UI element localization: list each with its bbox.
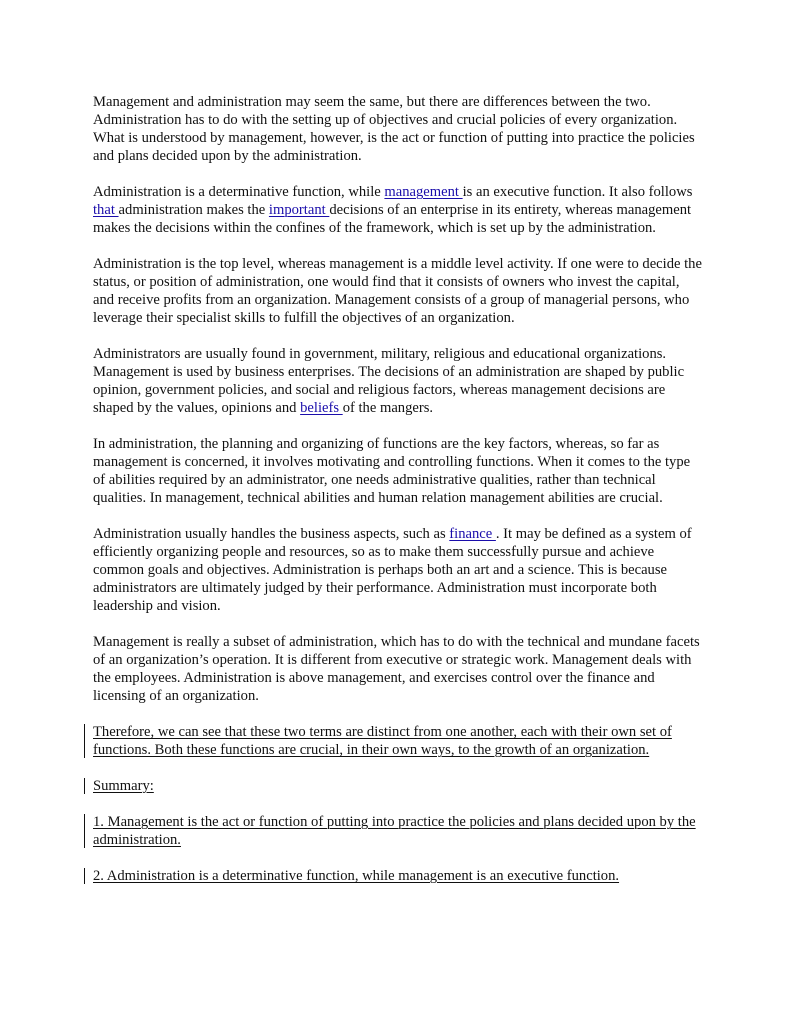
tracked-change-text: Therefore, we can see that these two terms are distinct from one another, each with their own set of functions. Both these functions are crucial, in their own ways, to the growth of an organization. <box>93 724 672 758</box>
tracked-change-text: 1. Management is the act or function of putting into practice the policies and plans decided upon by the administration. <box>93 814 696 848</box>
paragraph-conclusion <box>93 723 703 759</box>
link-that[interactable]: that <box>93 202 119 218</box>
text-segment: administration makes the <box>118 202 269 218</box>
summary-item-1 <box>93 813 703 849</box>
text-segment: decisions of an enterprise in its entirety, whereas management makes the decisions within the confines of the framework, which is set up by the administration. <box>93 202 692 236</box>
link-important[interactable]: important <box>268 202 330 218</box>
paragraph-business-aspects <box>93 525 703 615</box>
paragraph-planning: In administration, the planning and organizing of functions are the key factors, whereas, so far as management is concerned, it involves motivating and controlling functions. When it comes to the type of abilities required by an administrator, one needs administrative qualities, rather than technical qualities. In management, technical abilities and human relation management abilities are crucial. <box>93 436 691 506</box>
link-management[interactable]: management <box>384 184 463 200</box>
paragraph-top-level: Administration is the top level, whereas management is a middle level activity. If one were to decide the status, or position of administration, one would find that it consists of owners who invest the capital, and receive profits from an organization. Management consists of a group of managerial persons, who leverage their specialist skills to fulfill the objectives of an organization. <box>93 256 702 326</box>
paragraph-administrators <box>93 345 703 417</box>
text-segment: Administration usually handles the business aspects, such as <box>93 526 450 542</box>
document-body <box>93 93 703 903</box>
summary-heading <box>93 777 703 795</box>
paragraph-intro: Management and administration may seem the same, but there are differences between the two. Administration has to do with the setting up of objectives and crucial policies of every organization. What is understood by management, however, is the act or function of putting into practice the policies and plans decided upon by the administration. <box>93 94 695 164</box>
tracked-change-text: Summary: <box>93 778 154 794</box>
summary-item-2 <box>93 867 703 885</box>
paragraph-determinative <box>93 183 703 237</box>
link-finance[interactable]: finance <box>449 526 496 542</box>
link-beliefs[interactable]: beliefs <box>300 400 343 416</box>
text-segment: Administrators are usually found in government, military, religious and educational organizations. Management is used by business enterprises. The decisions of an administration are shaped by public opinion, government policies, and social and religious factors, whereas management decisions are shaped by the values, opinions and <box>93 346 685 416</box>
paragraph-subset: Management is really a subset of administration, which has to do with the technical and mundane facets of an organization’s operation. It is different from executive or strategic work. Management deals with the employees. Administration is above management, and exercises control over the finance and licensing of an organization. <box>93 634 700 704</box>
text-segment: of the mangers. <box>342 400 434 416</box>
text-segment: . It may be defined as a system of efficiently organizing people and resources, so as to make them successfully pursue and achieve common goals and objectives. Administration is perhaps both an art and a science. This is because administrators are ultimately judged by their performance. Administration must incorporate both leadership and vision. <box>93 526 692 614</box>
text-segment: is an executive function. It also follows <box>462 184 693 200</box>
text-segment: Administration is a determinative function, while <box>93 184 385 200</box>
tracked-change-text: 2. Administration is a determinative function, while management is an executive function. <box>93 868 620 884</box>
